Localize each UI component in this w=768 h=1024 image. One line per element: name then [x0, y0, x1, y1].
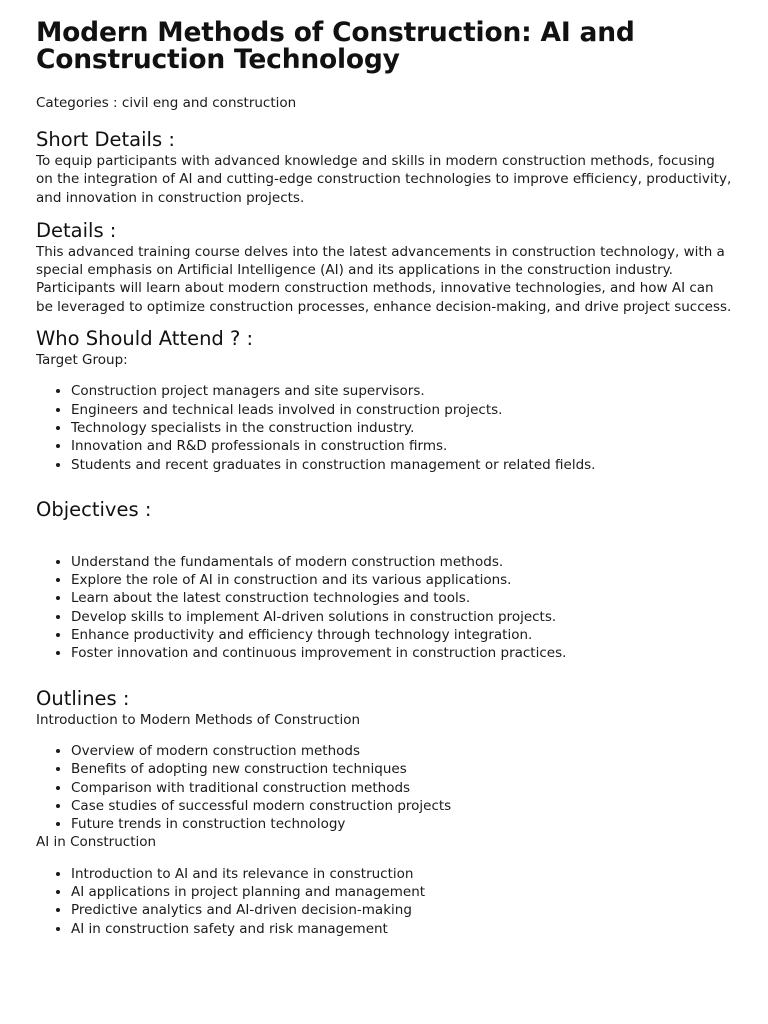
short-details-heading: Short Details : [36, 128, 175, 151]
outline-section-title: Introduction to Modern Methods of Construction [36, 711, 361, 728]
list-item: • Construction project managers and site supervisors. [71, 382, 732, 400]
list-item: • AI in construction safety and risk management [71, 920, 732, 938]
list-item: • Predictive analytics and AI-driven decision-making [71, 901, 732, 919]
page-title: Modern Methods of Construction: AI and Construction Technology [36, 17, 635, 75]
list-item: • Engineers and technical leads involved in construction projects. [71, 401, 732, 419]
list-item: • Develop skills to implement AI-driven solutions in construction projects. [71, 608, 732, 626]
target-group-label: Target Group: [36, 352, 128, 369]
list-item: • Innovation and R&D professionals in construction firms. [71, 437, 732, 455]
who-should-attend-heading: Who Should Attend ? : [36, 327, 254, 351]
objectives-list [36, 553, 732, 663]
list-item: • AI applications in project planning and management [71, 883, 732, 901]
list-item: • Comparison with traditional construction methods [71, 779, 732, 797]
list-item: • Introduction to AI and its relevance in construction [71, 865, 732, 883]
target-group-list [36, 382, 732, 473]
outlines-heading: Outlines : [36, 686, 130, 710]
short-details-text: To equip participants with advanced knowledge and skills in modern construction methods, focusing on the integration of AI and cutting-edge construction technologies to improve efficiency, productivity, and innovation in construction projects. [36, 153, 732, 206]
outline-section-list [36, 742, 732, 833]
details-heading: Details : [36, 218, 117, 242]
categories-line: Categories : civil eng and construction [36, 95, 297, 111]
list-item: • Learn about the latest construction technologies and tools. [71, 589, 732, 607]
list-item: • Future trends in construction technology [71, 815, 732, 833]
list-item: • Understand the fundamentals of modern construction methods. [71, 553, 732, 571]
list-item: • Students and recent graduates in construction management or related fields. [71, 456, 732, 474]
details-text: This advanced training course delves into the latest advancements in construction technology, with a special emphasis on Artificial Intelligence (AI) and its applications in the construction industry. Participants will learn about modern construction methods, innovative technologies, and how AI can be leveraged to optimize construction processes, enhance decision-making, and drive project success. [36, 243, 732, 315]
outline-section-title: AI in Construction [36, 834, 157, 851]
list-item: • Technology specialists in the construction industry. [71, 419, 732, 437]
list-item: • Case studies of successful modern construction projects [71, 797, 732, 815]
list-item: • Benefits of adopting new construction techniques [71, 760, 732, 778]
list-item: • Overview of modern construction methods [71, 742, 732, 760]
list-item: • Enhance productivity and efficiency through technology integration. [71, 626, 732, 644]
objectives-heading: Objectives : [36, 497, 152, 521]
list-item: • Foster innovation and continuous improvement in construction practices. [71, 644, 732, 662]
list-item: • Explore the role of AI in construction and its various applications. [71, 571, 732, 589]
outline-section-list [36, 865, 732, 938]
